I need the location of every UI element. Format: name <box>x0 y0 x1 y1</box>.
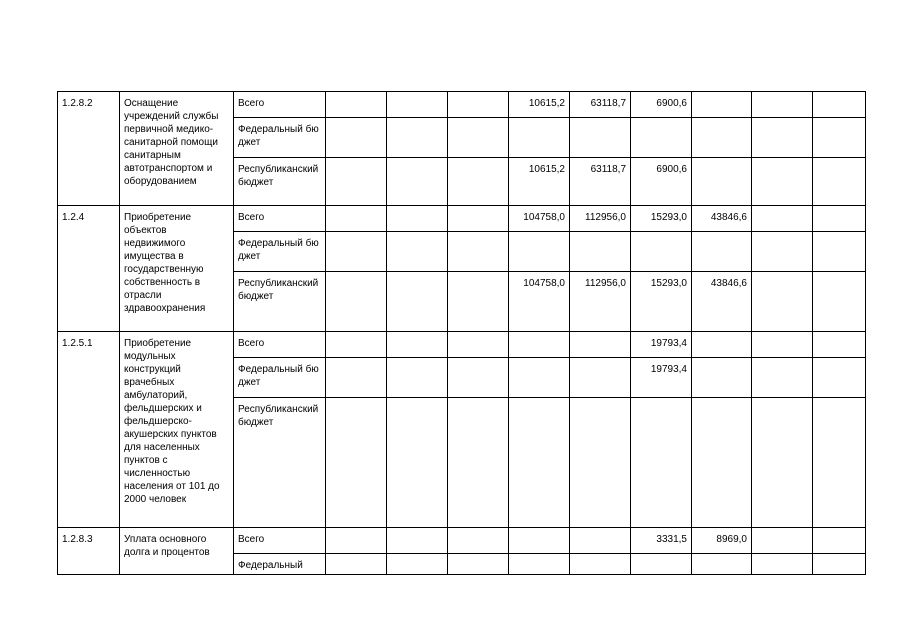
value-cell <box>387 232 448 272</box>
funding-source: Всего <box>234 332 326 358</box>
section-code: 1.2.4 <box>58 206 120 332</box>
value-cell <box>448 554 509 575</box>
value-cell <box>387 206 448 232</box>
value-cell <box>813 118 866 158</box>
value-cell: 10615,2 <box>509 92 570 118</box>
value-cell <box>813 528 866 554</box>
funding-source: Всего <box>234 528 326 554</box>
value-cell: 43846,6 <box>692 206 752 232</box>
value-cell <box>692 118 752 158</box>
value-cell <box>326 232 387 272</box>
value-cell: 104758,0 <box>509 272 570 332</box>
value-cell <box>692 398 752 528</box>
value-cell <box>387 358 448 398</box>
value-cell: 63118,7 <box>570 158 631 206</box>
funding-source: Республиканский бюджет <box>234 272 326 332</box>
table-row <box>58 92 866 118</box>
value-cell <box>326 118 387 158</box>
value-cell <box>448 118 509 158</box>
value-cell <box>326 554 387 575</box>
funding-source: Федеральный <box>234 554 326 575</box>
value-cell <box>387 528 448 554</box>
value-cell <box>326 332 387 358</box>
value-cell <box>752 232 813 272</box>
value-cell <box>813 272 866 332</box>
funding-source: Республиканский бюджет <box>234 398 326 528</box>
value-cell <box>813 158 866 206</box>
value-cell <box>631 398 692 528</box>
section-name: Приобретение объектов недвижимого имущества в государственную собственность в отрасли здравоохранения <box>120 206 234 332</box>
value-cell <box>752 398 813 528</box>
value-cell <box>448 528 509 554</box>
section-code: 1.2.8.3 <box>58 528 120 575</box>
value-cell: 43846,6 <box>692 272 752 332</box>
value-cell <box>692 358 752 398</box>
table-row <box>58 206 866 232</box>
value-cell <box>570 118 631 158</box>
value-cell <box>570 554 631 575</box>
value-cell <box>813 358 866 398</box>
value-cell <box>448 232 509 272</box>
value-cell: 8969,0 <box>692 528 752 554</box>
value-cell <box>813 554 866 575</box>
value-cell: 6900,6 <box>631 92 692 118</box>
value-cell <box>326 272 387 332</box>
value-cell <box>813 332 866 358</box>
section-name: Оснащение учреждений службы первичной медико-санитарной помощи санитарным автотранспортом и оборудованием <box>120 92 234 206</box>
value-cell <box>692 554 752 575</box>
section-code: 1.2.5.1 <box>58 332 120 528</box>
value-cell <box>326 358 387 398</box>
value-cell <box>752 118 813 158</box>
value-cell <box>387 118 448 158</box>
value-cell: 15293,0 <box>631 206 692 232</box>
funding-source: Федеральный бюджет <box>234 358 326 398</box>
funding-source: Федеральный бюджет <box>234 232 326 272</box>
value-cell: 6900,6 <box>631 158 692 206</box>
value-cell <box>813 206 866 232</box>
value-cell: 112956,0 <box>570 206 631 232</box>
value-cell <box>387 92 448 118</box>
value-cell <box>752 206 813 232</box>
value-cell <box>448 92 509 118</box>
value-cell: 15293,0 <box>631 272 692 332</box>
funding-source: Всего <box>234 92 326 118</box>
value-cell <box>326 398 387 528</box>
value-cell <box>509 232 570 272</box>
value-cell: 10615,2 <box>509 158 570 206</box>
value-cell <box>326 528 387 554</box>
value-cell: 63118,7 <box>570 92 631 118</box>
value-cell <box>692 92 752 118</box>
value-cell <box>692 232 752 272</box>
value-cell: 19793,4 <box>631 358 692 398</box>
value-cell: 3331,5 <box>631 528 692 554</box>
value-cell <box>509 358 570 398</box>
value-cell <box>692 332 752 358</box>
value-cell <box>387 554 448 575</box>
value-cell <box>570 528 631 554</box>
section-name: Приобретение модульных конструкций врачебных амбулаторий, фельдшерских и фельдшерско-акушерских пунктов для населенных пунктов с численностью населения от 101 до 2000 человек <box>120 332 234 528</box>
value-cell <box>326 206 387 232</box>
value-cell <box>570 398 631 528</box>
value-cell <box>387 332 448 358</box>
section-code: 1.2.8.2 <box>58 92 120 206</box>
value-cell: 112956,0 <box>570 272 631 332</box>
value-cell <box>631 118 692 158</box>
value-cell <box>509 554 570 575</box>
table-row <box>58 332 866 358</box>
funding-source: Федеральный бюджет <box>234 118 326 158</box>
value-cell: 19793,4 <box>631 332 692 358</box>
value-cell <box>692 158 752 206</box>
value-cell <box>509 398 570 528</box>
value-cell <box>752 272 813 332</box>
table-row <box>58 528 866 554</box>
value-cell <box>448 332 509 358</box>
value-cell <box>570 358 631 398</box>
value-cell <box>570 232 631 272</box>
value-cell <box>752 358 813 398</box>
value-cell <box>631 554 692 575</box>
value-cell <box>448 158 509 206</box>
value-cell <box>752 332 813 358</box>
value-cell <box>448 206 509 232</box>
value-cell <box>326 92 387 118</box>
value-cell <box>326 158 387 206</box>
value-cell <box>631 232 692 272</box>
section-name: Уплата основного долга и процентов <box>120 528 234 575</box>
value-cell <box>813 398 866 528</box>
value-cell <box>387 398 448 528</box>
value-cell <box>448 358 509 398</box>
value-cell <box>813 92 866 118</box>
value-cell: 104758,0 <box>509 206 570 232</box>
value-cell <box>387 272 448 332</box>
value-cell <box>752 158 813 206</box>
value-cell <box>509 528 570 554</box>
funding-source: Республиканский бюджет <box>234 158 326 206</box>
table-body <box>58 92 866 575</box>
value-cell <box>448 398 509 528</box>
value-cell <box>813 232 866 272</box>
value-cell <box>509 118 570 158</box>
value-cell <box>752 92 813 118</box>
value-cell <box>752 554 813 575</box>
value-cell <box>752 528 813 554</box>
budget-table <box>57 91 866 575</box>
value-cell <box>509 332 570 358</box>
value-cell <box>448 272 509 332</box>
value-cell <box>387 158 448 206</box>
value-cell <box>570 332 631 358</box>
funding-source: Всего <box>234 206 326 232</box>
